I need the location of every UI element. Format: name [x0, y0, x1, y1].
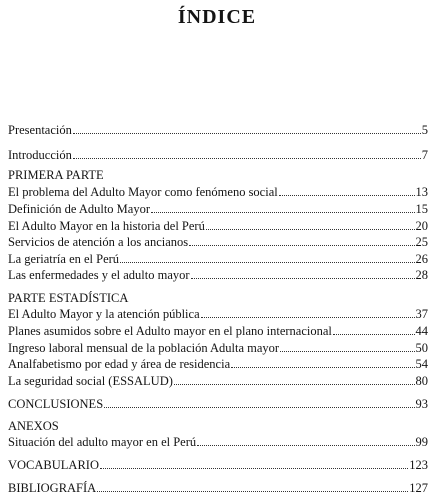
toc-entry[interactable]: [8, 184, 428, 200]
leader-dots: [97, 480, 408, 492]
toc-entry-page: 25: [415, 235, 428, 249]
toc-entry-bibliografia[interactable]: [8, 480, 428, 496]
toc-entry-introduccion[interactable]: [8, 147, 428, 163]
toc-entry-label: CONCLUSIONES: [8, 397, 104, 411]
section-heading-primera-parte: PRIMERA PARTE: [8, 168, 104, 182]
toc-entry-presentacion[interactable]: [8, 122, 428, 138]
leader-dots: [174, 373, 415, 385]
leader-dots: [197, 434, 414, 446]
toc-entry-page: 50: [415, 341, 428, 355]
leader-dots: [201, 306, 415, 318]
toc-entry-page: 13: [415, 185, 428, 199]
toc-entry-label: La geriatría en el Perú: [8, 252, 120, 266]
toc-entry[interactable]: [8, 356, 428, 372]
leader-dots: [151, 201, 415, 213]
page-title: ÍNDICE: [177, 6, 257, 28]
toc-entry-page: 93: [415, 397, 428, 411]
toc-entry-label: Planes asumidos sobre el Adulto mayor en el plano internacional: [8, 324, 332, 338]
toc-entry[interactable]: [8, 267, 428, 283]
toc-entry-page: 37: [415, 307, 428, 321]
toc-entry[interactable]: [8, 234, 428, 250]
toc-entry-page: 15: [415, 202, 428, 216]
toc-entry-label: Ingreso laboral mensual de la población Adulta mayor: [8, 341, 280, 355]
toc-entry-page: 5: [421, 123, 428, 137]
toc-entry[interactable]: [8, 340, 428, 356]
leader-dots: [104, 396, 414, 408]
toc-entry[interactable]: [8, 201, 428, 217]
leader-dots: [73, 147, 421, 159]
leader-dots: [279, 184, 415, 196]
toc-entry-label: Situación del adulto mayor en el Perú: [8, 435, 197, 449]
toc-entry-label: Presentación: [8, 123, 72, 137]
toc-entry-page: 99: [415, 435, 428, 449]
toc-entry-label: Definición de Adulto Mayor: [8, 202, 150, 216]
toc-entry-label: Introducción: [8, 148, 72, 162]
toc-entry-label: Servicios de atención a los ancianos: [8, 235, 189, 249]
toc-entry-label: La seguridad social (ESSALUD): [8, 374, 173, 388]
toc-entry-page: 123: [409, 458, 428, 472]
leader-dots: [280, 340, 414, 352]
toc-entry[interactable]: [8, 251, 428, 267]
leader-dots: [120, 251, 414, 263]
toc-entry-page: 20: [415, 219, 428, 233]
toc-entry-vocabulario[interactable]: [8, 457, 428, 473]
toc-entry[interactable]: [8, 373, 428, 389]
toc-entry[interactable]: [8, 306, 428, 322]
toc-entry-label: Analfabetismo por edad y área de residencia: [8, 357, 231, 371]
toc-entry-page: 127: [409, 481, 428, 495]
toc-entry[interactable]: [8, 323, 428, 339]
leader-dots: [206, 218, 415, 230]
toc-entry-label: Las enfermedades y el adulto mayor: [8, 268, 190, 282]
leader-dots: [333, 323, 415, 335]
section-heading-anexos: ANEXOS: [8, 419, 59, 433]
toc-entry-page: 44: [415, 324, 428, 338]
toc-entry-label: El problema del Adulto Mayor como fenómeno social: [8, 185, 278, 199]
toc-entry-page: 80: [415, 374, 428, 388]
toc-entry-conclusiones[interactable]: [8, 396, 428, 412]
toc-entry[interactable]: [8, 218, 428, 234]
toc-entry-label: El Adulto Mayor en la historia del Perú: [8, 219, 205, 233]
leader-dots: [189, 234, 414, 246]
toc-entry-page: 54: [415, 357, 428, 371]
leader-dots: [191, 267, 415, 279]
toc-entry-label: BIBLIOGRAFÍA: [8, 481, 97, 495]
toc-entry-page: 28: [415, 268, 428, 282]
leader-dots: [231, 356, 414, 368]
toc-entry-page: 7: [421, 148, 428, 162]
section-heading-parte-estadistica: PARTE ESTADÍSTICA: [8, 291, 129, 305]
leader-dots: [73, 122, 421, 134]
toc-entry-page: 26: [415, 252, 428, 266]
leader-dots: [100, 457, 408, 469]
toc-entry[interactable]: [8, 434, 428, 450]
toc-entry-label: VOCABULARIO: [8, 458, 99, 472]
toc-entry-label: El Adulto Mayor y la atención pública: [8, 307, 200, 321]
